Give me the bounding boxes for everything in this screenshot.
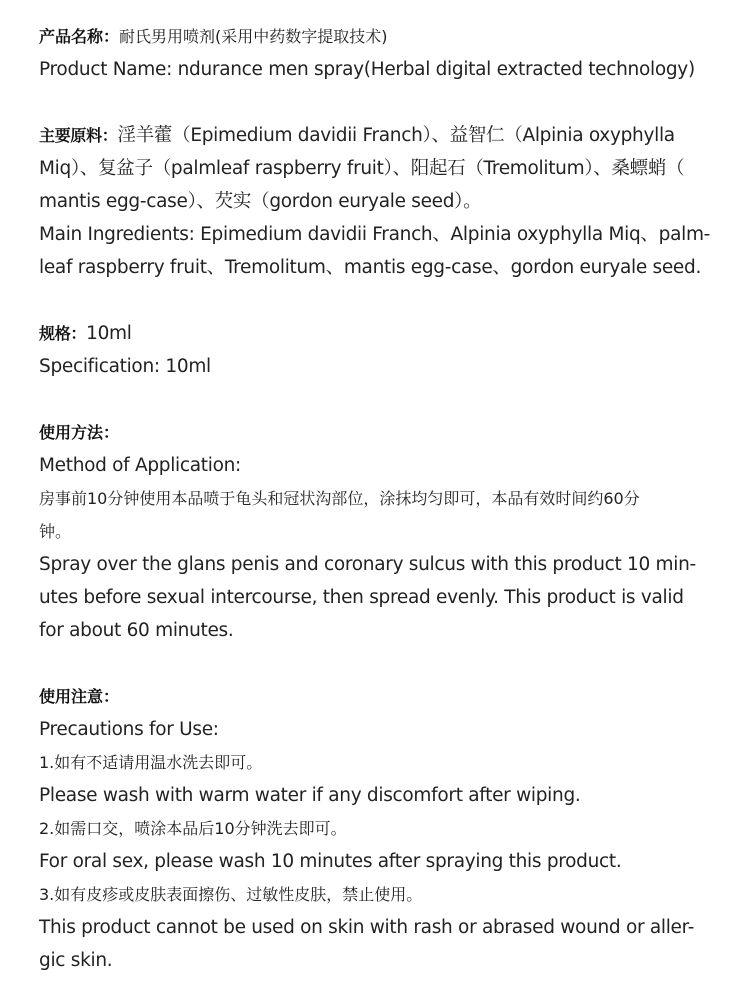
ingredients-cn-line [39, 119, 720, 152]
product-name-label: 产品名称： [39, 27, 120, 46]
ingredients-cn-line: mantis egg-case）、芡实（gordon euryale seed）。 [39, 191, 482, 212]
ingredients-label: 主要原料： [39, 126, 118, 145]
specification-en: Specification: 10ml [39, 356, 211, 377]
specification-label: 规格： [39, 324, 87, 343]
method-cn-line: 钟。 [39, 522, 72, 541]
product-name-en: Product Name: ndurance men spray(Herbal digital extracted technology) [39, 59, 695, 80]
spacer [39, 383, 720, 416]
precaution-item-en: For oral sex, please wash 10 minutes after spraying this product. [39, 851, 622, 872]
method-en-title: Method of Application: [39, 455, 241, 476]
precaution-item-cn: 3.如有皮疹或皮肤表面擦伤、过敏性皮肤，禁止使用。 [39, 885, 423, 904]
ingredients-en-line: leaf raspberry fruit、Tremolitum、mantis egg-case、gordon euryale seed. [39, 257, 702, 278]
spacer [39, 86, 720, 119]
method-en-line: for about 60 minutes. [39, 620, 234, 641]
spacer [39, 647, 720, 680]
ingredients-en-line: Main Ingredients: Epimedium davidii Franch、Alpinia oxyphylla Miq、palm- [39, 224, 711, 245]
precautions-section [39, 680, 720, 977]
precaution-item-en: gic skin. [39, 950, 113, 971]
precaution-item-cn: 2.如需口交，喷涂本品后10分钟洗去即可。 [39, 819, 347, 838]
method-label: 使用方法： [39, 423, 120, 442]
ingredients-cn-text: 淫羊藿（Epimedium davidii Franch）、益智仁（Alpinia oxyphylla [117, 125, 675, 146]
method-en-line: Spray over the glans penis and coronary sulcus with this product 10 min- [39, 554, 696, 575]
product-name-cn-line [39, 20, 720, 53]
ingredients-cn-line: Miq）、复盆子（palmleaf raspberry fruit）、阳起石（Tremolitum）、桑螵蛸（ [39, 158, 685, 179]
method-en-line: utes before sexual intercourse, then spread evenly. This product is valid [39, 587, 684, 608]
method-cn-line: 房事前10分钟使用本品喷于龟头和冠状沟部位，涂抹均匀即可，本品有效时间约60分 [39, 489, 640, 508]
spacer [39, 284, 720, 317]
specification-cn-line [39, 317, 720, 350]
ingredients-section [39, 119, 720, 284]
product-name-section [39, 20, 720, 86]
specification-value: 10ml [86, 323, 132, 344]
precaution-item-cn: 1.如有不适请用温水洗去即可。 [39, 753, 263, 772]
precautions-en-title: Precautions for Use: [39, 719, 219, 740]
precaution-item-en: This product cannot be used on skin with rash or abrased wound or aller- [39, 917, 695, 938]
product-name-value: 耐氏男用喷剂(采用中药数字提取技术) [119, 27, 388, 46]
precaution-item-en: Please wash with warm water if any discomfort after wiping. [39, 785, 581, 806]
method-section [39, 416, 720, 647]
specification-section [39, 317, 720, 383]
precautions-label: 使用注意： [39, 687, 120, 706]
